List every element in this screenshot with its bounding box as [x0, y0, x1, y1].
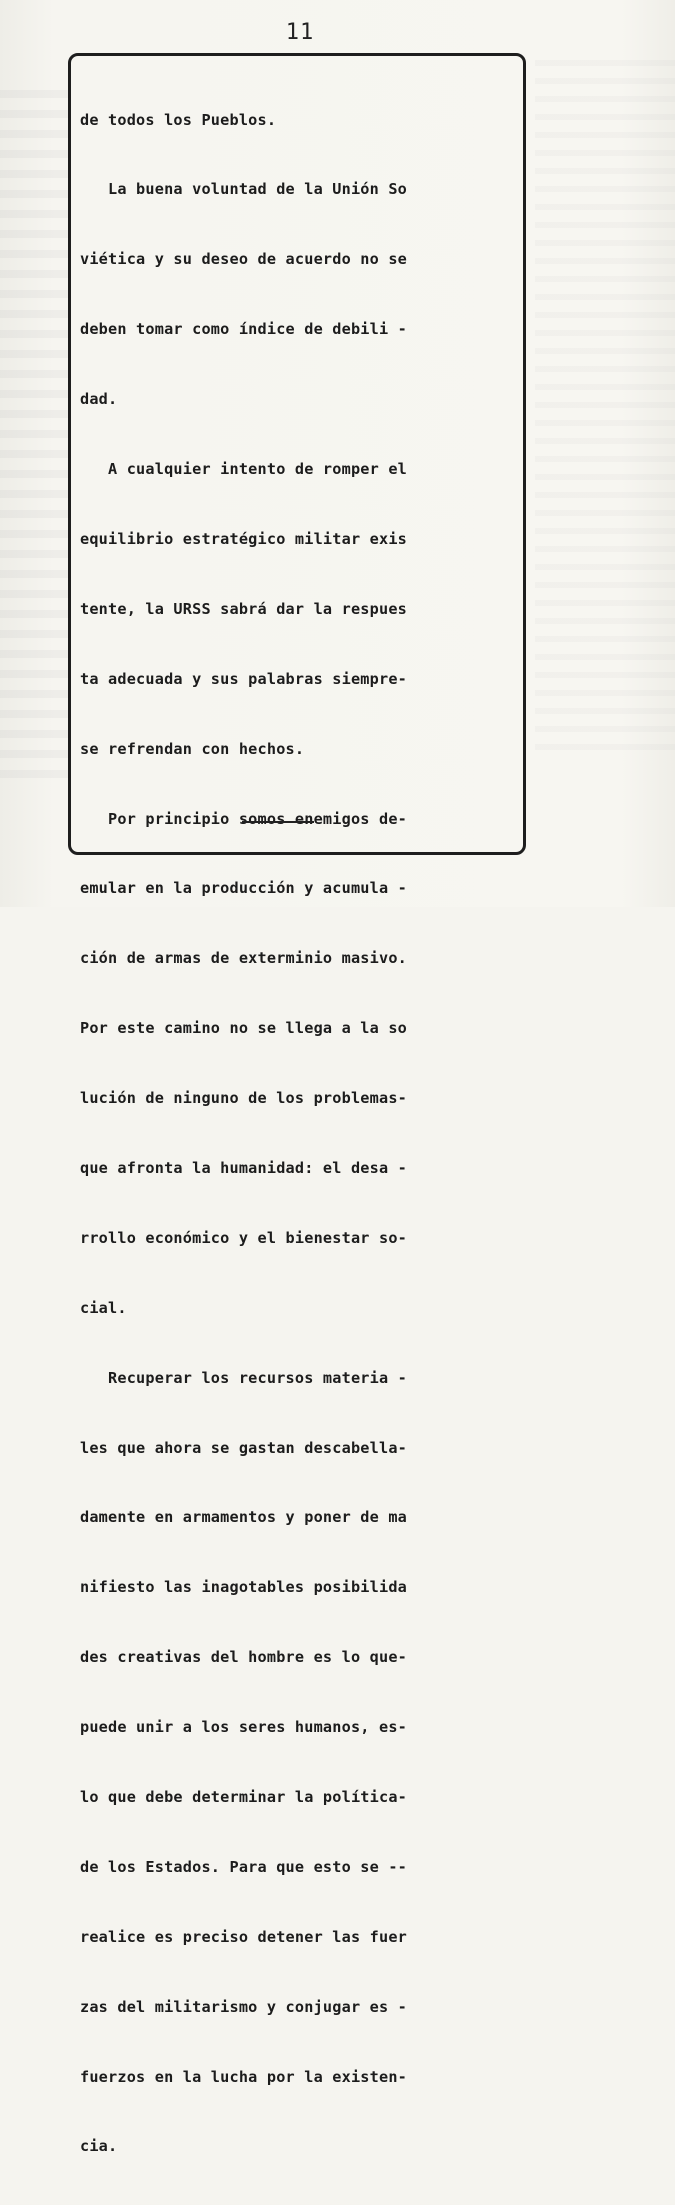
text-line: emular en la producción y acumula -	[80, 879, 408, 898]
text-line: des creativas del hombre es lo que-	[80, 1648, 408, 1667]
end-rule	[242, 821, 314, 823]
text-line: viética y su deseo de acuerdo no se	[80, 250, 408, 269]
text-line: dad.	[80, 390, 118, 409]
bleed-through-left	[0, 90, 70, 790]
text-line: zas del militarismo y conjugar es -	[80, 1997, 408, 2016]
text-line: de todos los Pueblos.	[80, 110, 277, 129]
text-line: lución de ninguno de los problemas-	[80, 1089, 408, 1108]
bleed-through-right	[535, 60, 675, 760]
text-line: cial.	[80, 1298, 127, 1317]
text-line: nifiesto las inagotables posibilida	[80, 1578, 408, 1597]
text-line: ción de armas de exterminio masivo.	[80, 949, 408, 968]
text-line: A cualquier intento de romper el	[80, 460, 408, 479]
text-line: que afronta la humanidad: el desa -	[80, 1158, 408, 1177]
text-line: tente, la URSS sabrá dar la respues	[80, 599, 408, 618]
text-line: ta adecuada y sus palabras siempre-	[80, 669, 408, 688]
text-line: damente en armamentos y poner de ma	[80, 1508, 408, 1527]
text-line: fuerzos en la lucha por la existen-	[80, 2067, 408, 2086]
text-line: Por principio somos enemigos de-	[80, 809, 408, 828]
text-line: realice es preciso detener las fuer	[80, 1927, 408, 1946]
text-line: cia.	[80, 2137, 118, 2156]
text-line: puede unir a los seres humanos, es-	[80, 1718, 408, 1737]
text-line: Por este camino no se llega a la so	[80, 1019, 408, 1038]
text-line: rrollo económico y el bienestar so-	[80, 1228, 408, 1247]
text-line: equilibrio estratégico militar exis	[80, 529, 408, 548]
body-text	[80, 62, 525, 2205]
text-line: lo que debe determinar la política-	[80, 1787, 408, 1806]
text-line: deben tomar como índice de debili -	[80, 320, 408, 339]
text-line: les que ahora se gastan descabella-	[80, 1438, 408, 1457]
text-line: Recuperar los recursos materia -	[80, 1368, 408, 1387]
text-line: La buena voluntad de la Unión So	[80, 180, 408, 199]
page-number: 11	[285, 20, 315, 45]
text-line: se refrendan con hechos.	[80, 739, 305, 758]
text-line: de los Estados. Para que esto se --	[80, 1857, 408, 1876]
